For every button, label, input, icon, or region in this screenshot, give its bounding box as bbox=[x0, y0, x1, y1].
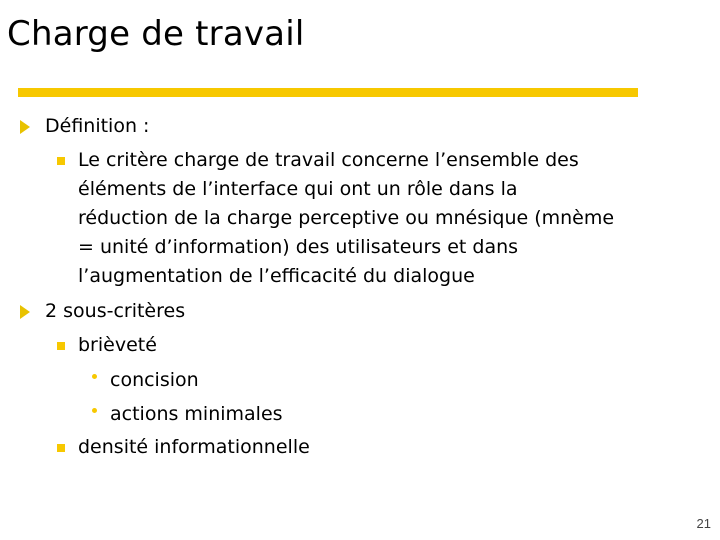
definition-line: Le critère charge de travail concerne l’ensemble des bbox=[78, 149, 579, 171]
sub-item-actions-minimales: actions minimales bbox=[110, 403, 283, 425]
slide-title: Charge de travail bbox=[7, 14, 305, 54]
definition-line: l’augmentation de l’efficacité du dialogue bbox=[78, 265, 475, 287]
arrow-bullet-icon bbox=[20, 120, 30, 134]
definition-line: = unité d’information) des utilisateurs et dans bbox=[78, 236, 519, 258]
sub-item-brievete: brièveté bbox=[78, 334, 157, 356]
square-bullet-icon bbox=[57, 444, 65, 452]
arrow-bullet-icon bbox=[20, 305, 30, 319]
page-number: 21 bbox=[696, 516, 711, 531]
bullet-sous-criteres-label: 2 sous-critères bbox=[45, 300, 186, 322]
sub-item-densite: densité informationnelle bbox=[78, 436, 310, 458]
definition-line: réduction de la charge perceptive ou mnésique (mnème bbox=[78, 207, 615, 229]
dot-bullet-icon bbox=[92, 408, 97, 413]
square-bullet-icon bbox=[57, 342, 65, 350]
dot-bullet-icon bbox=[92, 374, 97, 379]
square-bullet-icon bbox=[57, 157, 65, 165]
definition-paragraph bbox=[78, 146, 614, 291]
definition-line: éléments de l’interface qui ont un rôle dans la bbox=[78, 178, 518, 200]
sub-item-concision: concision bbox=[110, 369, 199, 391]
bullet-definition-label: Définition : bbox=[45, 115, 150, 137]
